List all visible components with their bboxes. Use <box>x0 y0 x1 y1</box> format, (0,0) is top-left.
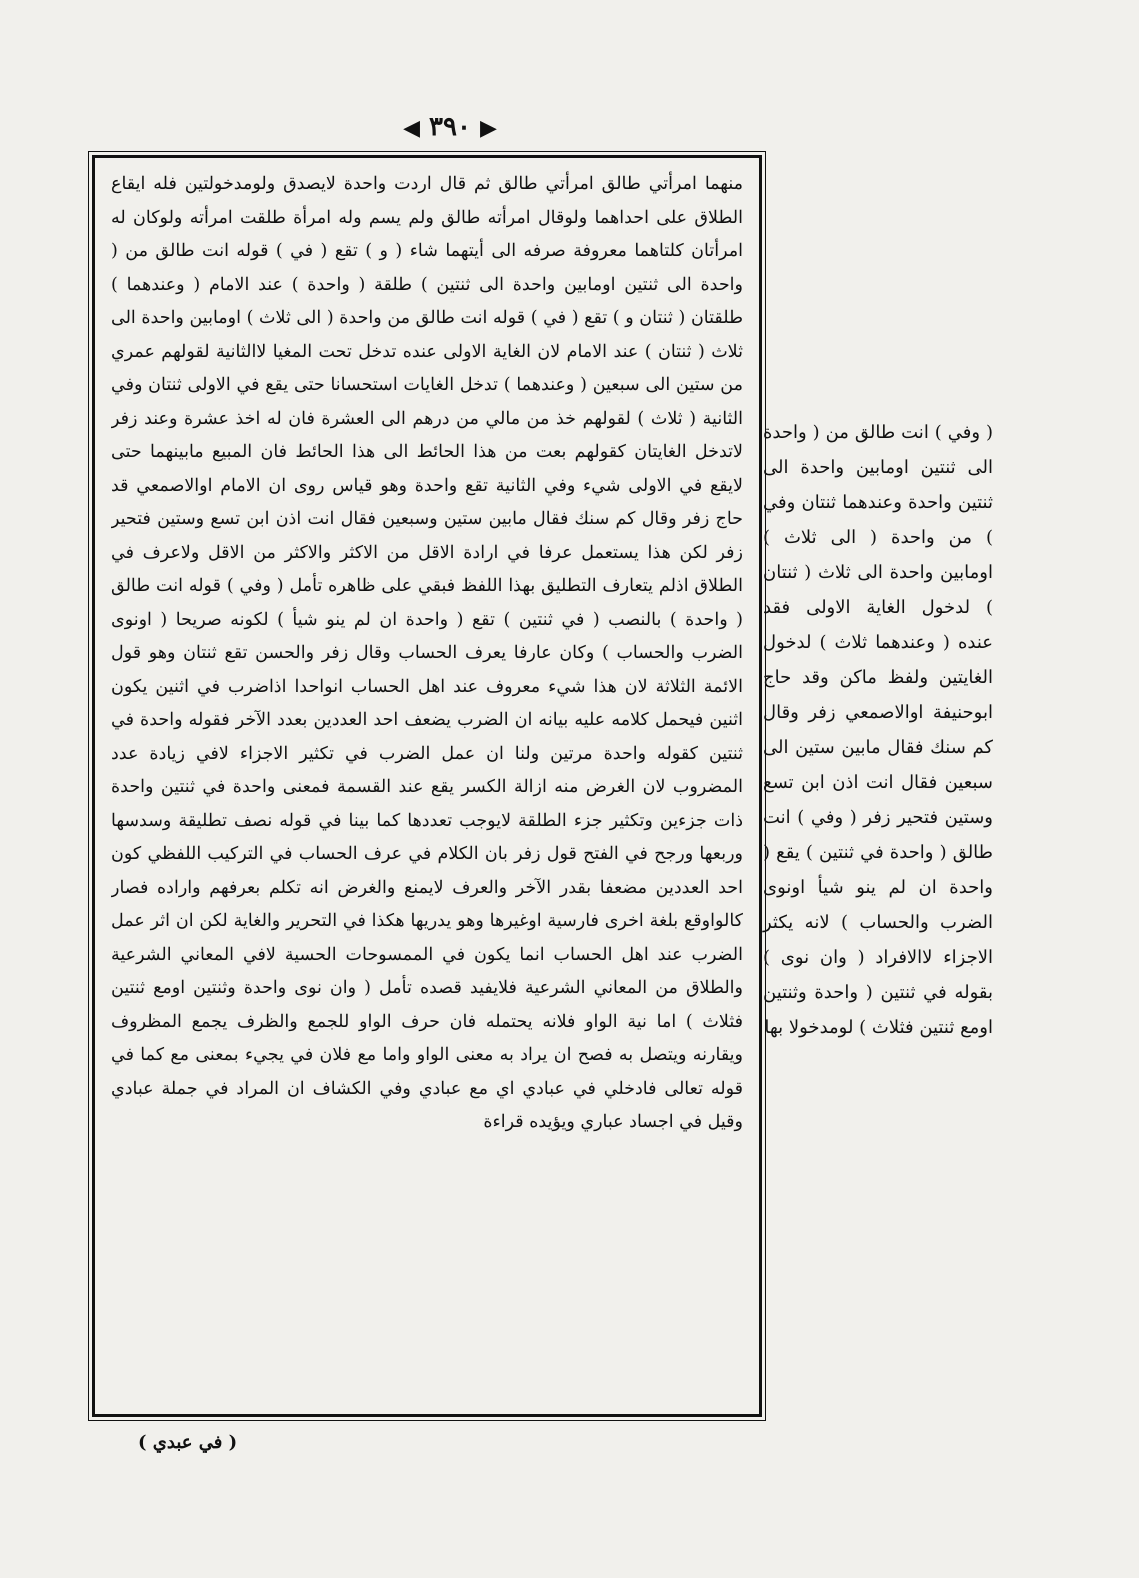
main-text-frame <box>92 155 762 1417</box>
ornament-left-icon: ◀ <box>403 115 420 141</box>
catchword: ( في عبدي ) <box>138 1432 238 1453</box>
page-number-value: ٣٩٠ <box>429 112 471 142</box>
main-text-body: منهما امرأتي طالق امرأتي طالق ثم قال اردت واحدة لايصدق ولومدخولتين فله ايقاع الطلاق على احداهما ولوقال امرأته طالق ولم يسم وله امرأة طلقت امرأته ولوكان له امرأتان كلتاهما معروفة صرفه الى أيتهما شاء ( و ) تقع ( في ) قوله انت طالق من ( واحدة الى ثنتين اومابين واحدة الى ثنتين ) طلقة ( واحدة ) عند الامام ( وعندهما ) طلقتان ( ثنتان و ) تقع ( في ) قوله انت طالق من واحدة ( الى ثلاث ) اومابين واحدة الى ثلاث ( ثنتان ) عند الامام لان الغاية الاولى عنده تدخل تحت المغيا لاالثانية لقولهم عمري من ستين الى سبعين ( وعندهما ) تدخل الغايات استحسانا حتى يقع في الاولى ثنتان وفي الثانية ( ثلاث ) لقولهم خذ من مالي من درهم الى العشرة فان له اخذ عشرة وعند زفر لاتدخل الغايتان كقولهم بعت من هذا الحائط الى هذا الحائط فان المبيع مابينهما حتى لايقع في الاولى شيء وفي الثانية تقع واحدة وهو قياس روى ان الامام اوالاصمعي قد حاج زفر وقال كم سنك فقال مابين ستين وسبعين فقال انت اذن ابن تسع وستين فتحير زفر لكن هذا يستعمل عرفا في ارادة الاقل من الاكثر والاكثر من الاقل ولاعرف في الطلاق اذلم يتعارف التطليق بهذا اللفظ فبقي على ظاهره تأمل ( وفي ) قوله انت طالق ( واحدة ) بالنصب ( في ثنتين ) تقع ( واحدة ان لم ينو شيأ ) لكونه صريحا ( اونوى الضرب والحساب ) وكان عارفا يعرف الحساب وقال زفر والحسن تقع ثنتان وهو قول الائمة الثلاثة لان هذا شيء معروف عند اهل الحساب انواحدا اذاضرب في اثنين يكون اثنين فيحمل كلامه عليه بيانه ان الضرب يضعف احد العددين بعدد الآخر فقوله واحدة في ثنتين كقوله واحدة مرتين ولنا ان عمل الضرب في تكثير الاجزاء لافي زيادة عدد المضروب لان الغرض منه ازالة الكسر يقع عند القسمة فمعنى واحدة في ثنتين واحدة ذات جزءين وتكثير جزء الطلقة لايوجب تعددها كما بينا في قوله نصف تطليقة وسدسها وربعها ورجح في الفتح قول زفر بان الكلام في عرف الحساب في التركيب اللفظي كون احد العددين مضعفا بقدر الآخر والعرف لايمنع والغرض انه تكلم بعرفهم واراده فصار كالواوقع بلغة اخرى فارسية اوغيرها وهو يدريها هكذا في التحرير والغاية لكن ان اثر عمل الضرب عند اهل الحساب انما يكون في الممسوحات الحسية لافي المعاني الشرعية والطلاق من المعاني الشرعية فلايفيد قصده تأمل ( وان نوى واحدة وثنتين اومع ثنتين فثلاث ) اما نية الواو فلانه يحتمله فان حرف الواو للجمع والظرف يجمع المظروف ويقارنه ويتصل به فصح ان يراد به معنى الواو واما مع فلان في يجيء بمعنى مع كما في قوله تعالى فادخلي في عبادي اي مع عبادي وفي الكشاف ان المراد في جملة عبادي وقيل في اجساد عباري ويؤيده قراءة <box>111 174 743 1132</box>
page-number <box>380 112 520 142</box>
margin-note-block <box>763 415 993 1045</box>
margin-note-body: ( وفي ) انت طالق من ( واحدة الى ثنتين اومابين واحدة الى ثنتين واحدة وعندهما ثنتان وفي ) من واحدة ( الى ثلاث ) اومابين واحدة الى ثلاث ( ثنتان ) لدخول الغاية الاولى فقد عنده ( وعندهما ثلاث ) لدخول الغايتين ولفظ ماكن وقد حاج ابوحنيفة اوالاصمعي زفر وقال كم سنك فقال مابين ستين الى سبعين فقال انت اذن ابن تسع وستين فتحير زفر ( وفي ) انت طالق ( واحدة في ثنتين ) يقع ( واحدة ان لم ينو شيأ اونوى الضرب والحساب ) لانه يكثر الاجزاء لاالافراد ( وان نوى ) بقوله في ثنتين ( واحدة وثنتين اومع ثنتين فثلاث ) لومدخولا بها <box>763 422 993 1038</box>
main-text-block <box>111 168 743 1408</box>
ornament-right-icon: ▶ <box>480 115 497 141</box>
